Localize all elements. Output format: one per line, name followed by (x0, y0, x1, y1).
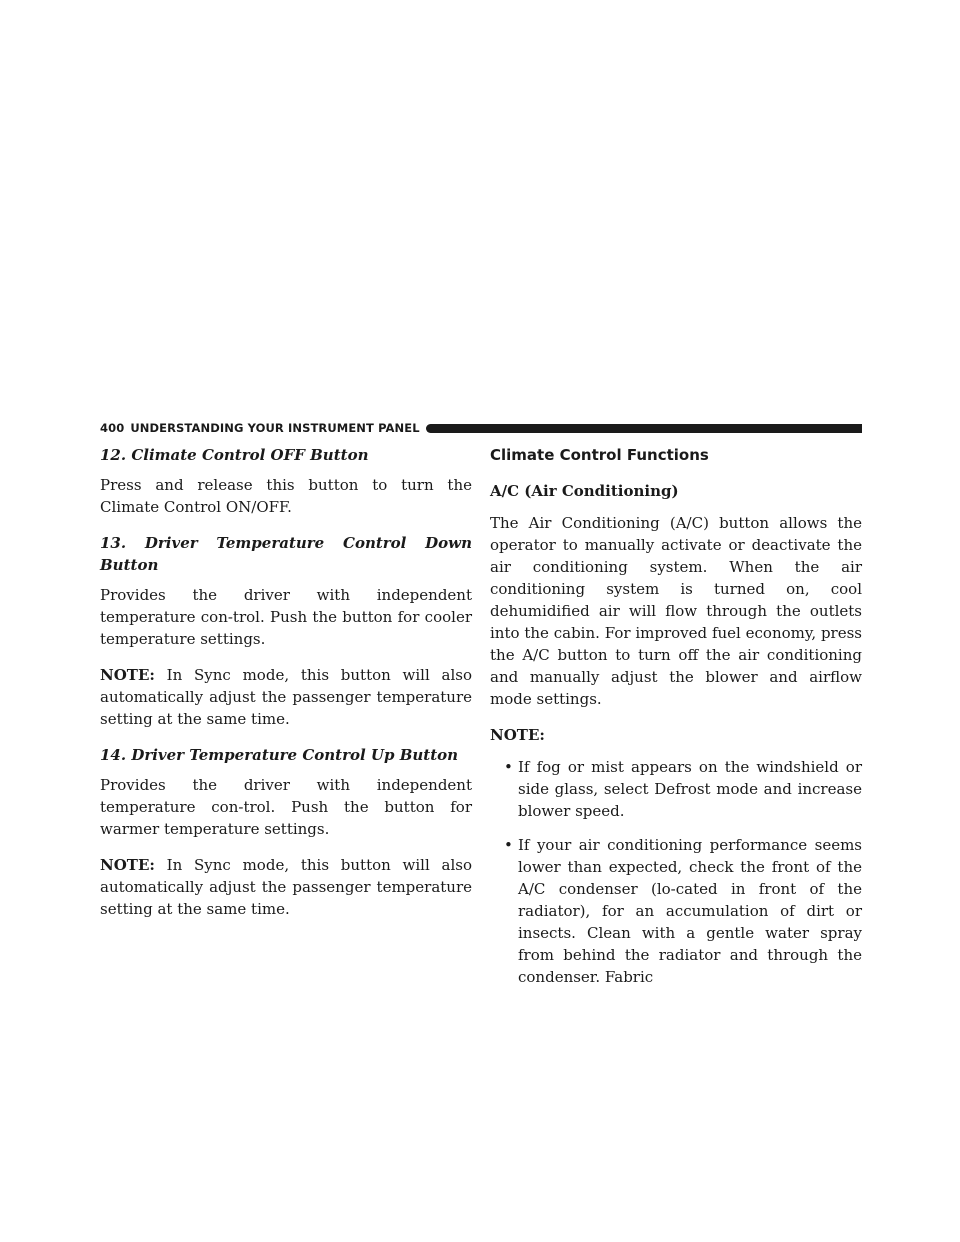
section-title: UNDERSTANDING YOUR INSTRUMENT PANEL (130, 421, 420, 435)
header-bar (426, 424, 862, 433)
note-text: In Sync mode, this button will also automatically adjust the passenger temperature setting at the same time. (100, 666, 472, 728)
list-item: • If your air conditioning performance seems lower than expected, check the front of the A/C condenser (lo-cated in front of the radiator), for an accumulation of dirt or insects. Clean with a gentle water spray from behind the radiator and through the condenser. Fabric (504, 836, 862, 986)
page-header (100, 418, 862, 438)
item-13-body: Provides the driver with independent temperature con-trol. Push the button for cooler temperature settings. (100, 586, 472, 648)
item-14-note (100, 854, 472, 920)
item-14-body: Provides the driver with independent temperature con-trol. Push the button for warmer temperature settings. (100, 776, 472, 838)
item-13-note (100, 664, 472, 730)
ac-heading: A/C (Air Conditioning) (490, 482, 679, 500)
list-item: • If fog or mist appears on the windshield or side glass, select Defrost mode and increase blower speed. (504, 758, 862, 820)
left-column (100, 444, 472, 934)
item-12-title: 12. Climate Control OFF Button (100, 446, 369, 464)
note-text: In Sync mode, this button will also automatically adjust the passenger temperature setting at the same time. (100, 856, 472, 918)
bullet-icon: • (504, 758, 513, 776)
note-bullet-list (490, 756, 862, 988)
bullet-icon: • (504, 836, 513, 854)
note-label: NOTE: (100, 856, 155, 874)
note-label: NOTE: (100, 666, 155, 684)
note-heading: NOTE: (490, 726, 545, 744)
right-column (490, 444, 862, 1000)
ac-body: The Air Conditioning (A/C) button allows the operator to manually activate or deactivate the air conditioning system. When the air conditioning system is turned on, cool dehumidified air will flow through the outlets into the cabin. For improved fuel economy, press the A/C button to turn off the air conditioning and manually adjust the blower and airflow mode settings. (490, 514, 862, 708)
item-13-title: 13. Driver Temperature Control Down Button (100, 534, 472, 574)
page-number: 400 (100, 421, 125, 435)
item-14-title: 14. Driver Temperature Control Up Button (100, 746, 459, 764)
section-heading: Climate Control Functions (490, 446, 709, 464)
item-12-body: Press and release this button to turn the Climate Control ON/OFF. (100, 476, 472, 516)
